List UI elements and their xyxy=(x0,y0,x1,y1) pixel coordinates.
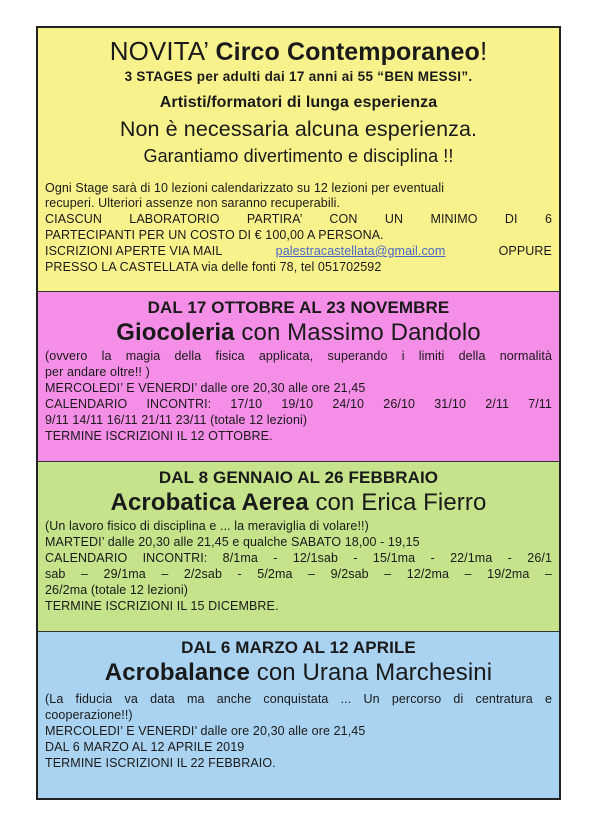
stage-line: MERCOLEDI’ E VENERDI’ dalle ore 20,30 alle ore 21,45 xyxy=(45,381,366,395)
course-name: Giocoleria xyxy=(116,319,235,346)
course-name: Acrobalance xyxy=(104,659,250,686)
stage-line: CALENDARIO INCONTRI: 17/10 19/10 24/10 26/10 31/10 2/11 7/11 xyxy=(45,397,552,411)
course-title xyxy=(45,319,552,347)
stage-line: DAL 6 MARZO AL 12 APRILE 2019 xyxy=(45,740,245,754)
stage-line: TERMINE ISCRIZIONI IL 15 DICEMBRE. xyxy=(45,599,279,613)
course-teacher: con Erica Fierro xyxy=(308,489,487,516)
course-name: Acrobatica Aerea xyxy=(110,489,309,516)
info-line: PARTECIPANTI PER UN COSTO DI € 100,00 A PERSONA. xyxy=(45,228,384,242)
guarantee-line: Garantiamo divertimento e disciplina !! xyxy=(143,146,454,166)
stage-line: (La fiducia va data ma anche conquistata ... Un percorso di centratura e xyxy=(45,692,552,706)
stage-line: sab – 29/1ma – 2/2sab - 5/2ma – 9/2sab – 12/2ma – 19/2ma – xyxy=(45,567,552,581)
stage-line: (Un lavoro fisico di disciplina e ... la meraviglia di volare!!) xyxy=(45,519,369,533)
course-teacher: con Massimo Dandolo xyxy=(234,319,481,346)
stage-line: 26/2ma (totale 12 lezioni) xyxy=(45,583,188,597)
title-suffix: ! xyxy=(479,36,488,66)
stage-line: TERMINE ISCRIZIONI IL 22 FEBBRAIO. xyxy=(45,756,276,770)
info-text: OPPURE xyxy=(498,244,552,258)
info-line: PRESSO LA CASTELLATA via delle fonti 78, tel 051702592 xyxy=(45,260,382,274)
stage-dates: DAL 6 MARZO AL 12 APRILE xyxy=(181,638,416,657)
info-line: Ogni Stage sarà di 10 lezioni calendarizzato su 12 lezioni per eventuali xyxy=(45,181,445,195)
stage-line: 9/11 14/11 16/11 21/11 23/11 (totale 12 lezioni) xyxy=(45,413,308,427)
info-line: recuperi. Ulteriori assenze non saranno recuperabili. xyxy=(45,196,341,210)
stage-acrobalance xyxy=(38,632,559,800)
stage-dates: DAL 17 OTTOBRE AL 23 NOVEMBRE xyxy=(147,298,450,317)
stage-giocoleria xyxy=(38,292,559,462)
course-title xyxy=(45,489,552,517)
subtitle: 3 STAGES per adulti dai 17 anni ai 55 “BEN MESSI”. xyxy=(124,69,473,84)
stage-line: per andare oltre!! ) xyxy=(45,365,150,379)
stage-line: cooperazione!!) xyxy=(45,708,133,722)
stage-dates: DAL 8 GENNAIO AL 26 FEBBRAIO xyxy=(158,468,439,487)
title-main: Circo Contemporaneo xyxy=(215,38,480,66)
page-title xyxy=(45,36,552,67)
stage-line: MERCOLEDI’ E VENERDI’ dalle ore 20,30 alle ore 21,45 xyxy=(45,724,366,738)
info-line-email xyxy=(45,244,552,259)
artists-line: Artisti/formatori di lunga esperienza xyxy=(159,94,438,111)
stage-line: MARTEDI’ dalle 20,30 alle 21,45 e qualche SABATO 18,00 - 19,15 xyxy=(45,535,420,549)
info-text: ISCRIZIONI APERTE VIA MAIL xyxy=(45,244,223,258)
info-line: CIASCUN LABORATORIO PARTIRA’ CON UN MINIMO DI 6 xyxy=(45,212,552,226)
stage-line: CALENDARIO INCONTRI: 8/1ma - 12/1sab - 15/1ma - 22/1ma - 26/1 xyxy=(45,551,552,565)
stage-acrobatica-aerea xyxy=(38,462,559,632)
title-prefix: NOVITA’ xyxy=(109,36,209,66)
stage-line: (ovvero la magia della fisica applicata, superando i limiti della normalità xyxy=(45,349,552,363)
email-link[interactable]: palestracastellata@gmail.com xyxy=(275,244,446,258)
no-experience-line: Non è necessaria alcuna esperienza. xyxy=(119,117,478,141)
course-teacher: con Urana Marchesini xyxy=(249,659,493,686)
stage-line: TERMINE ISCRIZIONI IL 12 OTTOBRE. xyxy=(45,429,273,443)
intro-section xyxy=(38,28,559,292)
flyer xyxy=(36,26,561,800)
course-title xyxy=(45,659,552,687)
